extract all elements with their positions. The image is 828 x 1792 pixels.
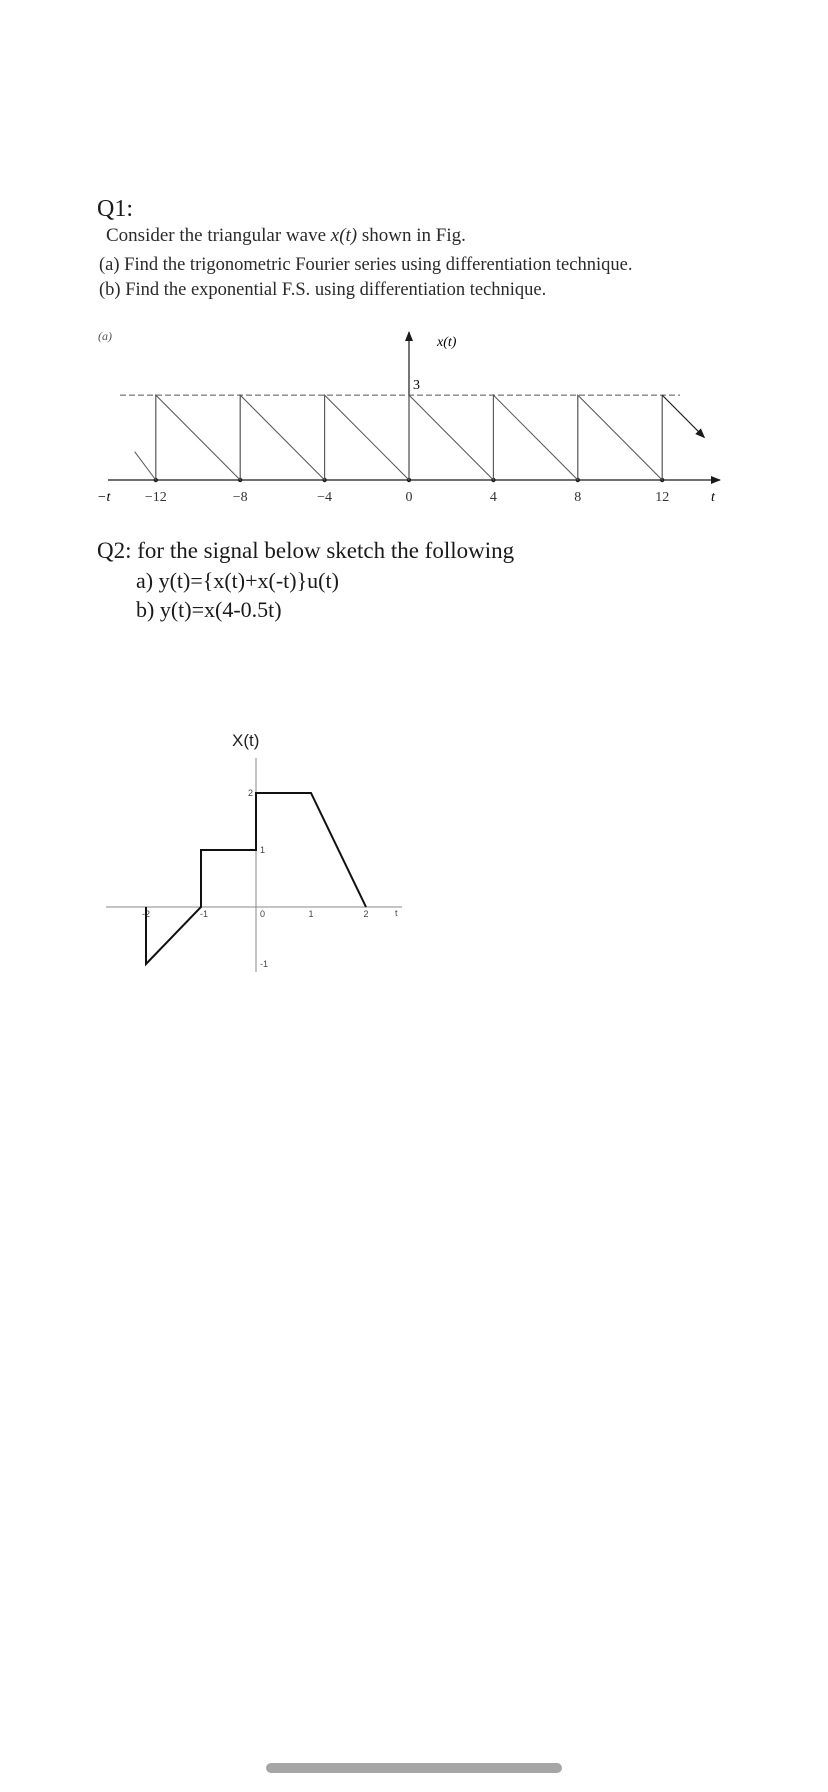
fig1-tick-label: 0 [405, 490, 413, 505]
fig2-x-tick-label: 2 [363, 909, 369, 919]
triangular-wave-figure [0, 320, 828, 520]
q2-part-a: a) y(t)={x(t)+x(-t)}u(t) [136, 568, 339, 593]
fig1-tick-label: 4 [489, 490, 497, 505]
fig2-t-label: t [395, 908, 398, 918]
fig1-signal-continuation-arrow [662, 395, 704, 437]
fig2-y-tick-label: 2 [247, 788, 253, 798]
q2-title: Q2: for the signal below sketch the following [97, 538, 515, 563]
fig1-tick-label: 8 [574, 490, 582, 505]
fig2-signal-label: X(t) [232, 731, 260, 750]
fig1-neg-t-label: −t [97, 490, 111, 505]
fig2-x-tick-label: -2 [141, 909, 151, 919]
fig1-t-label: t [711, 490, 715, 505]
fig2-y-tick-label: 1 [260, 845, 266, 855]
fig2-x-tick-label: 0 [260, 909, 266, 919]
fig1-signal-line [135, 395, 663, 480]
q1-intro-prefix: Consider the triangular wave [106, 225, 331, 246]
fig1-tick-label: −8 [232, 490, 248, 505]
fig2-x-tick-label: -1 [199, 909, 209, 919]
fig2-y-tick-label: -1 [260, 959, 269, 969]
fig1-amplitude-label: 3 [413, 378, 420, 393]
fig1-tick-label: 12 [655, 490, 670, 505]
fig2-x-tick-label: 1 [308, 909, 314, 919]
fig1-signal-label: x(t) [437, 335, 457, 350]
q1-part-b: (b) Find the exponential F.S. using differentiation technique. [99, 280, 547, 300]
q1-intro-suffix: shown in Fig. [357, 225, 466, 246]
q1-intro-variable: x(t) [330, 225, 358, 246]
q1-part-a: (a) Find the trigonometric Fourier series using differentiation technique. [99, 255, 633, 275]
home-indicator[interactable] [266, 1763, 562, 1773]
q1-intro [106, 225, 466, 247]
fig1-tick-label: −12 [144, 490, 167, 505]
fig1-tick-label: −4 [317, 490, 333, 505]
signal-x-figure [0, 710, 828, 980]
q1-title: Q1: [97, 196, 133, 222]
figure-corner-label: (a) [98, 329, 112, 343]
q2-part-b: b) y(t)=x(4-0.5t) [136, 597, 282, 622]
